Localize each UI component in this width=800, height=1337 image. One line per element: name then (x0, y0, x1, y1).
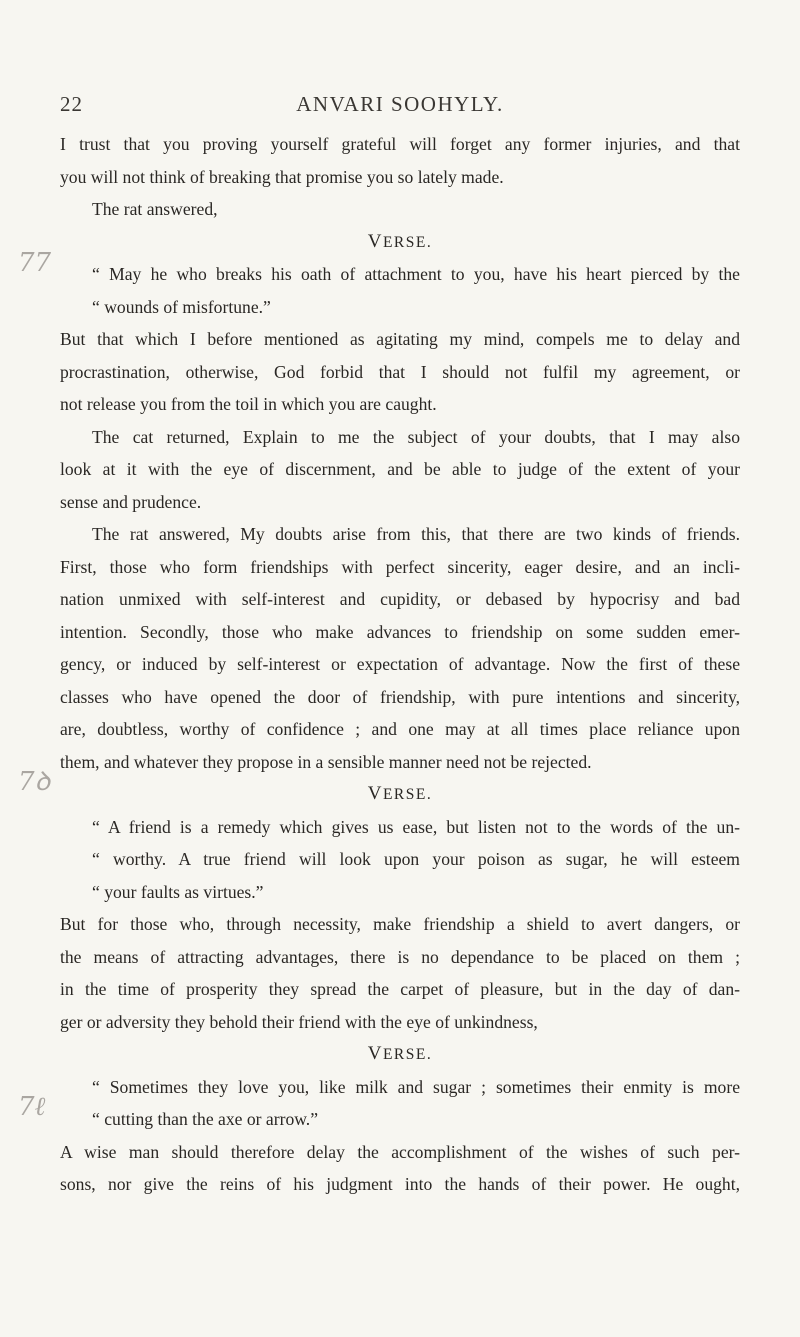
text-line: But that which I before mentioned as agitating my mind, compels me to delay and (60, 329, 740, 349)
text-line: sons, nor give the reins of his judgment into the hands of their power. He ought, (60, 1174, 740, 1194)
text-line: in the time of prosperity they spread the carpet of pleasure, but in the day of dan- (60, 979, 740, 999)
text-line: classes who have opened the door of friendship, with pure intentions and sincerity, (60, 686, 740, 707)
text-line: look at it with the eye of discernment, and be able to judge of the extent of your (60, 459, 740, 479)
verse-line: “ wounds of misfortune.” (92, 296, 271, 317)
verse-line: “ your faults as virtues.” (92, 881, 264, 902)
body-text (60, 128, 740, 1201)
text-line: intention. Secondly, those who make advances to friendship on some sudden emer- (60, 621, 740, 642)
text-line: A wise man should therefore delay the accomplishment of the wishes of such per- (60, 1141, 740, 1162)
verse-line: “ May he who breaks his oath of attachment to you, have his heart pierced by the (92, 264, 740, 284)
text-line: are, doubtless, worthy of confidence ; and one may at all times place reliance upon (60, 719, 740, 739)
text-line: sense and prudence. (60, 491, 202, 512)
text-line: you will not think of breaking that promise you so lately made. (60, 166, 504, 187)
verse-line: “ cutting than the axe or arrow.” (92, 1109, 319, 1129)
text-line: them, and whatever they propose in a sensible manner need not be rejected. (60, 751, 592, 772)
text-line: procrastination, otherwise, God forbid that I should not fulfil my agreement, or (60, 361, 740, 382)
text-line: I trust that you proving yourself grateful will forget any former injuries, and that (60, 134, 740, 154)
margin-annotations (0, 0, 60, 1337)
text-line: The rat answered, My doubts arise from this, that there are two kinds of friends. (92, 524, 740, 544)
page-number: 22 (60, 92, 83, 116)
handwritten-margin-mark: 7ꝺ (18, 767, 51, 797)
text-line: The cat returned, Explain to me the subject of your doubts, that I may also (92, 426, 740, 447)
page-header (0, 92, 800, 124)
handwritten-margin-mark: 77 (18, 248, 52, 278)
verse-line: “ Sometimes they love you, like milk and sugar ; sometimes their enmity is more (92, 1076, 740, 1097)
text-line: the means of attracting advantages, there is no dependance to be placed on them ; (60, 946, 740, 967)
text-line: ger or adversity they behold their friend with the eye of unkindness, (60, 1011, 538, 1032)
text-line: nation unmixed with self-interest and cupidity, or debased by hypocrisy and bad (60, 589, 740, 609)
text-line: not release you from the toil in which you are caught. (60, 394, 437, 414)
verse-heading: VERSE. (367, 1043, 433, 1064)
text-line: But for those who, through necessity, make friendship a shield to avert dangers, or (60, 914, 740, 934)
text-line: gency, or induced by self-interest or expectation of advantage. Now the first of these (60, 654, 740, 674)
text-line: The rat answered, (92, 199, 218, 219)
verse-line: “ worthy. A true friend will look upon your poison as sugar, he will esteem (92, 849, 740, 869)
text-line: First, those who form friendships with perfect sincerity, eager desire, and an incli- (60, 556, 740, 577)
verse-heading: VERSE. (367, 783, 433, 804)
verse-heading: VERSE. (367, 230, 433, 252)
handwritten-margin-mark: 7ℓ (18, 1092, 46, 1122)
verse-line: “ A friend is a remedy which gives us ease, but listen not to the words of the un- (92, 816, 740, 837)
running-title: ANVARI SOOHYLY. (296, 92, 504, 116)
